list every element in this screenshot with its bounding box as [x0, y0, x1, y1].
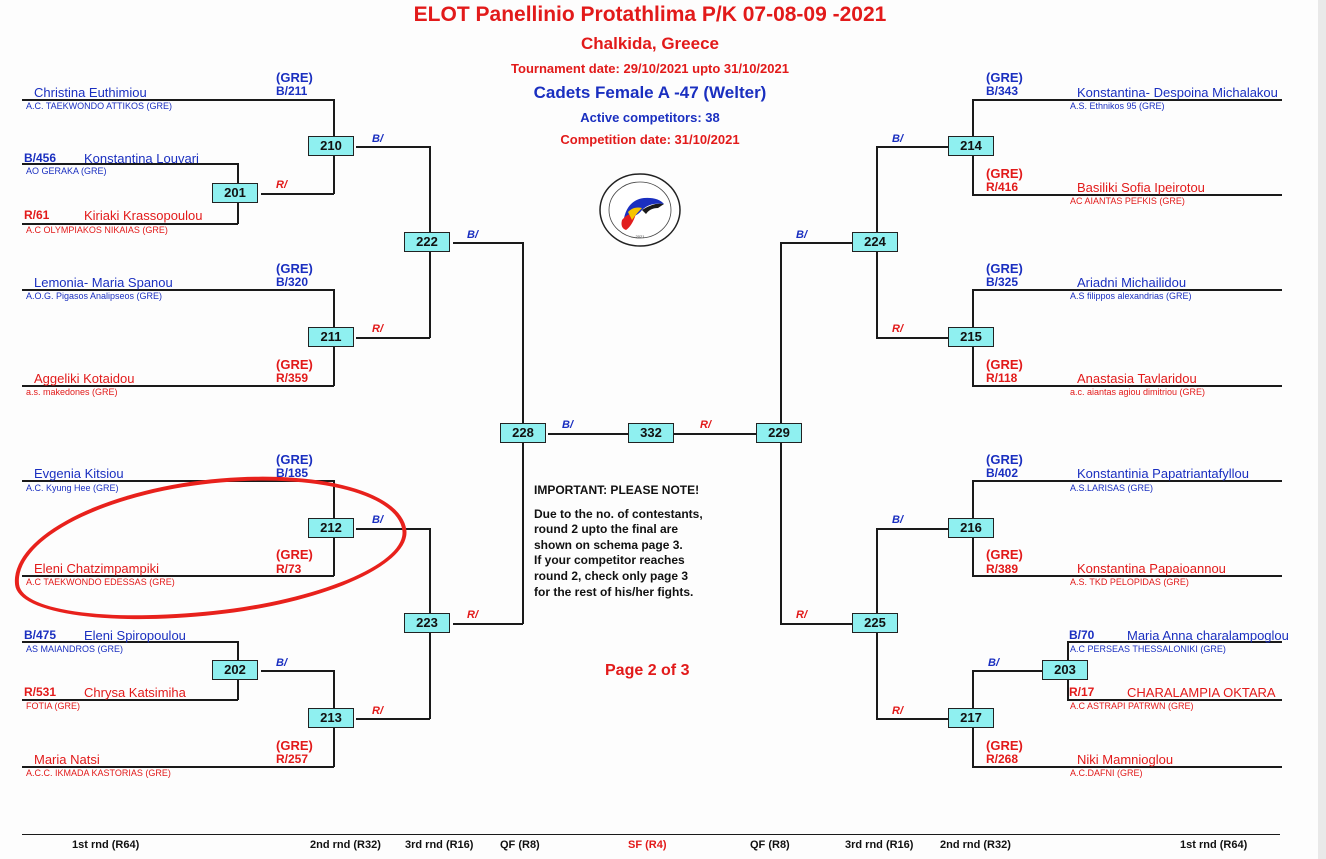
competitor-name: Anastasia Tavlaridou	[1077, 371, 1197, 386]
round-label: SF (R4)	[628, 839, 667, 851]
round-label: QF (R8)	[750, 839, 790, 851]
match-203: 203	[1042, 660, 1088, 680]
round-label: QF (R8)	[500, 839, 540, 851]
competitor-club: A.S.LARISAS (GRE)	[1070, 483, 1154, 493]
competitor-club: AS MAIANDROS (GRE)	[26, 644, 124, 654]
match-222: 222	[404, 232, 450, 252]
label-b: B/	[988, 657, 999, 669]
match-224: 224	[852, 232, 898, 252]
competitor-name: Evgenia Kitsiou	[34, 466, 124, 481]
label-r: R/	[892, 705, 903, 717]
competitor-club: AC AIANTAS PEFKIS (GRE)	[1070, 196, 1185, 206]
label-b: B/	[892, 514, 903, 526]
competitor-name: Konstantinia Papatriantafyllou	[1077, 466, 1250, 481]
competitor-name: Aggeliki Kotaidou	[34, 371, 135, 386]
match-215: 215	[948, 327, 994, 347]
label-r: R/	[796, 609, 807, 621]
match-223: 223	[404, 613, 450, 633]
note-line: round 2 upto the final are	[534, 522, 679, 536]
competitor-club: A.C OLYMPIAKOS NIKAIAS (GRE)	[26, 225, 168, 235]
competition-date: Competition date: 31/10/2021	[560, 132, 740, 147]
competitor-club: A.C PERSEAS THESSALONIKI (GRE)	[1070, 644, 1226, 654]
note-line: shown on schema page 3.	[534, 538, 683, 552]
competitor-code: R/416	[986, 180, 1019, 194]
label-b: B/	[562, 419, 573, 431]
competitor-code: B/456	[24, 151, 57, 165]
label-r: R/	[372, 705, 383, 717]
label-b: B/	[372, 514, 383, 526]
page-indicator: Page 2 of 3	[605, 662, 690, 679]
competitor-name: Eleni Spiropoulou	[84, 628, 186, 643]
round-label: 1st rnd (R64)	[72, 839, 140, 851]
country-tag: (GRE)	[276, 738, 313, 753]
country-tag: (GRE)	[986, 738, 1023, 753]
logo-year: 2021	[635, 234, 645, 239]
page-title: ELOT Panellinio Protathlima P/K 07-08-09 -2021	[413, 3, 887, 26]
match-217: 217	[948, 708, 994, 728]
label-b: B/	[467, 229, 478, 241]
country-tag: (GRE)	[986, 452, 1023, 467]
competitor-code: R/531	[24, 685, 57, 699]
match-202: 202	[212, 660, 258, 680]
country-tag: (GRE)	[276, 261, 313, 276]
match-228: 228	[500, 423, 546, 443]
competitor-club: A.O.G. Pigasos Analipseos (GRE)	[26, 291, 163, 301]
note-line: Due to the no. of contestants,	[534, 507, 703, 521]
competitor-name: Maria Anna charalampoglou	[1127, 628, 1289, 643]
competitor-name: Konstantina- Despoina Michalakou	[1077, 85, 1278, 100]
match-211: 211	[308, 327, 354, 347]
federation-logo	[598, 172, 682, 248]
competitor-name: Niki Mamnioglou	[1077, 752, 1174, 767]
match-332: 332	[628, 423, 674, 443]
competitor-code: R/389	[986, 562, 1019, 576]
competitor-club: A.C TAEKWONDO EDESSAS (GRE)	[26, 577, 175, 587]
location: Chalkida, Greece	[581, 34, 719, 53]
competitor-code: R/359	[276, 371, 309, 385]
competitor-code: R/257	[276, 752, 309, 766]
competitor-club: A.C.C. IKMADA KASTORIAS (GRE)	[26, 768, 171, 778]
competitor-code: B/402	[986, 466, 1019, 480]
competitor-code: R/73	[276, 562, 302, 576]
label-b: B/	[372, 133, 383, 145]
competitor-club: A.C ASTRAPI PATRWN (GRE)	[1070, 701, 1194, 711]
label-r: R/	[700, 419, 711, 431]
match-212: 212	[308, 518, 354, 538]
label-b: B/	[892, 133, 903, 145]
label-b: B/	[796, 229, 807, 241]
match-214: 214	[948, 136, 994, 156]
competitor-club: a.s. makedones (GRE)	[26, 387, 118, 397]
competitor-code: B/343	[986, 84, 1019, 98]
competitor-name: Chrysa Katsimiha	[84, 685, 186, 700]
label-r: R/	[276, 179, 287, 191]
competitor-club: AO GERAKA (GRE)	[26, 166, 107, 176]
competitor-name: Eleni Chatzimpampiki	[34, 561, 159, 576]
competitor-code: R/268	[986, 752, 1019, 766]
competitor-name: Ariadni Michailidou	[1077, 275, 1187, 290]
competitor-code: R/118	[986, 371, 1018, 385]
country-tag: (GRE)	[986, 261, 1023, 276]
competitor-code: R/61	[24, 208, 50, 222]
competitor-name: Kiriaki Krassopoulou	[84, 208, 203, 223]
competitor-club: A.S. TKD PELOPIDAS (GRE)	[1070, 577, 1189, 587]
competitor-name: CHARALAMPIA OKTARA	[1127, 685, 1276, 700]
match-210: 210	[308, 136, 354, 156]
competitor-name: Christina Euthimiou	[34, 85, 147, 100]
label-r: R/	[892, 323, 903, 335]
competitor-club: A.C. Kyung Hee (GRE)	[26, 483, 119, 493]
country-tag: (GRE)	[276, 547, 313, 562]
round-label: 2nd rnd (R32)	[310, 839, 381, 851]
competitor-name: Maria Natsi	[34, 752, 100, 767]
match-229: 229	[756, 423, 802, 443]
country-tag: (GRE)	[986, 357, 1023, 372]
competitor-code: B/320	[276, 275, 309, 289]
country-tag: (GRE)	[276, 357, 313, 372]
match-216: 216	[948, 518, 994, 538]
competitor-code: R/17	[1069, 685, 1095, 699]
active-competitors: Active competitors: 38	[580, 110, 720, 125]
round-label: 3rd rnd (R16)	[405, 839, 474, 851]
match-201: 201	[212, 183, 258, 203]
round-label: 2nd rnd (R32)	[940, 839, 1011, 851]
category-title: Cadets Female A -47 (Welter)	[533, 83, 767, 102]
competitor-club: a.c. aiantas agiou dimitriou (GRE)	[1070, 387, 1206, 397]
competitor-name: Konstantina Louvari	[84, 151, 199, 166]
competitor-code: B/475	[24, 628, 57, 642]
competitor-name: Basiliki Sofia Ipeirotou	[1077, 180, 1205, 195]
label-b: B/	[276, 657, 287, 669]
note-line: If your competitor reaches	[534, 553, 685, 567]
match-225: 225	[852, 613, 898, 633]
label-r: R/	[467, 609, 478, 621]
country-tag: (GRE)	[986, 70, 1023, 85]
competitor-name: Lemonia- Maria Spanou	[34, 275, 173, 290]
competitor-club: A.S. Ethnikos 95 (GRE)	[1070, 101, 1165, 111]
note-heading: IMPORTANT: PLEASE NOTE!	[534, 483, 700, 497]
competitor-code: B/325	[986, 275, 1019, 289]
competitor-club: A.C. TAEKWONDO ATTIKOS (GRE)	[26, 101, 173, 111]
country-tag: (GRE)	[276, 452, 313, 467]
competitor-code: B/211	[276, 84, 308, 98]
round-label: 3rd rnd (R16)	[845, 839, 914, 851]
tournament-date: Tournament date: 29/10/2021 upto 31/10/2021	[511, 61, 789, 76]
scroll-edge	[1318, 0, 1326, 859]
competitor-club: A.S filippos alexandrias (GRE)	[1070, 291, 1192, 301]
competitor-club: A.C.DAFNI (GRE)	[1070, 768, 1143, 778]
match-213: 213	[308, 708, 354, 728]
round-label: 1st rnd (R64)	[1180, 839, 1248, 851]
competitor-club: FOTIA (GRE)	[26, 701, 80, 711]
country-tag: (GRE)	[986, 547, 1023, 562]
note-line: for the rest of his/her fights.	[534, 585, 694, 599]
country-tag: (GRE)	[276, 70, 313, 85]
competitor-code: B/185	[276, 466, 309, 480]
country-tag: (GRE)	[986, 166, 1023, 181]
competitor-code: B/70	[1069, 628, 1095, 642]
competitor-name: Konstantina Papaioannou	[1077, 561, 1226, 576]
label-r: R/	[372, 323, 383, 335]
note-line: round 2, check only page 3	[534, 569, 689, 583]
